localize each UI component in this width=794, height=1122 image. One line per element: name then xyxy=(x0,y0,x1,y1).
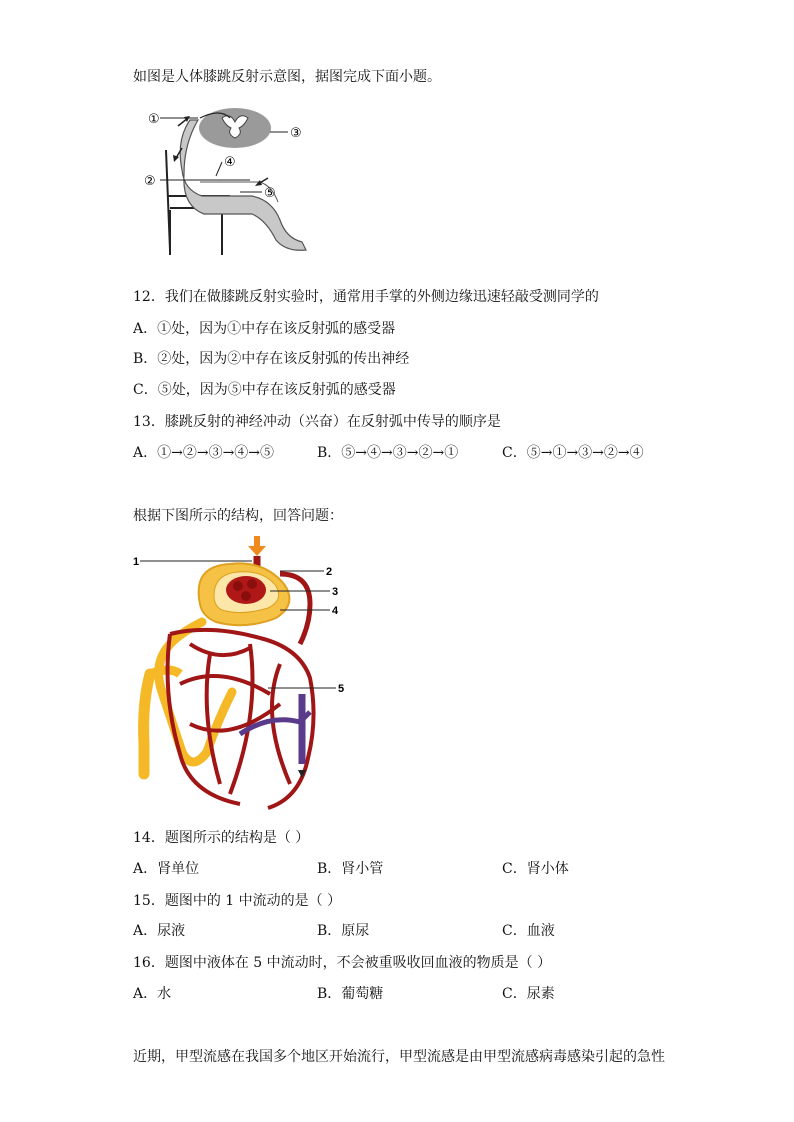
q14-stem: 14．题图所示的结构是（ ） xyxy=(133,830,310,846)
q12-stem: 12．我们在做膝跳反射实验时，通常用手掌的外侧边缘迅速轻敲受测同学的 xyxy=(133,289,599,305)
q13-option-a: A．①→②→③→④→⑤ xyxy=(133,445,275,461)
section2-intro: 根据下图所示的结构，回答问题： xyxy=(133,508,343,524)
q16-stem: 16．题图中液体在 5 中流动时，不会被重吸收回血液的物质是（ ） xyxy=(133,955,552,971)
figure1-label-4: ④ xyxy=(224,155,236,170)
figure2-label-1: 1 xyxy=(133,556,140,568)
q16-option-c: C．尿素 xyxy=(502,986,555,1002)
q14-option-a: A．肾单位 xyxy=(133,861,200,877)
q12-option-c: C．⑤处，因为⑤中存在该反射弧的感受器 xyxy=(133,382,396,398)
figure2-label-4: 4 xyxy=(332,605,339,617)
q13-option-c: C．⑤→①→③→②→④ xyxy=(502,445,644,461)
knee-reflex-diagram xyxy=(140,100,310,260)
q14-option-c: C．肾小体 xyxy=(502,861,569,877)
q13-option-b: B．⑤→④→③→②→① xyxy=(317,445,459,461)
q15-option-c: C．血液 xyxy=(502,923,555,939)
q12-option-a: A．①处，因为①中存在该反射弧的感受器 xyxy=(133,321,396,337)
q15-option-b: B．原尿 xyxy=(317,923,370,939)
q13-stem: 13．膝跳反射的神经冲动（兴奋）在反射弧中传导的顺序是 xyxy=(133,414,501,430)
figure1-label-3: ③ xyxy=(290,126,302,141)
nephron-diagram xyxy=(130,534,350,814)
section1-intro: 如图是人体膝跳反射示意图，据图完成下面小题。 xyxy=(133,69,441,85)
figure1-label-5: ⑤ xyxy=(264,186,276,201)
q12-option-b: B．②处，因为②中存在该反射弧的传出神经 xyxy=(133,351,410,367)
q16-option-b: B．葡萄糖 xyxy=(317,986,384,1002)
figure2-label-2: 2 xyxy=(326,566,333,578)
figure1-label-1: ① xyxy=(148,112,160,127)
figure1-label-2: ② xyxy=(144,174,156,189)
figure2-label-5: 5 xyxy=(338,683,345,695)
section3-intro: 近期，甲型流感在我国多个地区开始流行，甲型流感是由甲型流感病毒感染引起的急性 xyxy=(133,1049,665,1065)
figure2-label-3: 3 xyxy=(332,586,339,598)
q16-option-a: A．水 xyxy=(133,986,172,1002)
q14-option-b: B．肾小管 xyxy=(317,861,384,877)
q15-stem: 15．题图中的 1 中流动的是（ ） xyxy=(133,893,342,909)
q15-option-a: A．尿液 xyxy=(133,923,186,939)
